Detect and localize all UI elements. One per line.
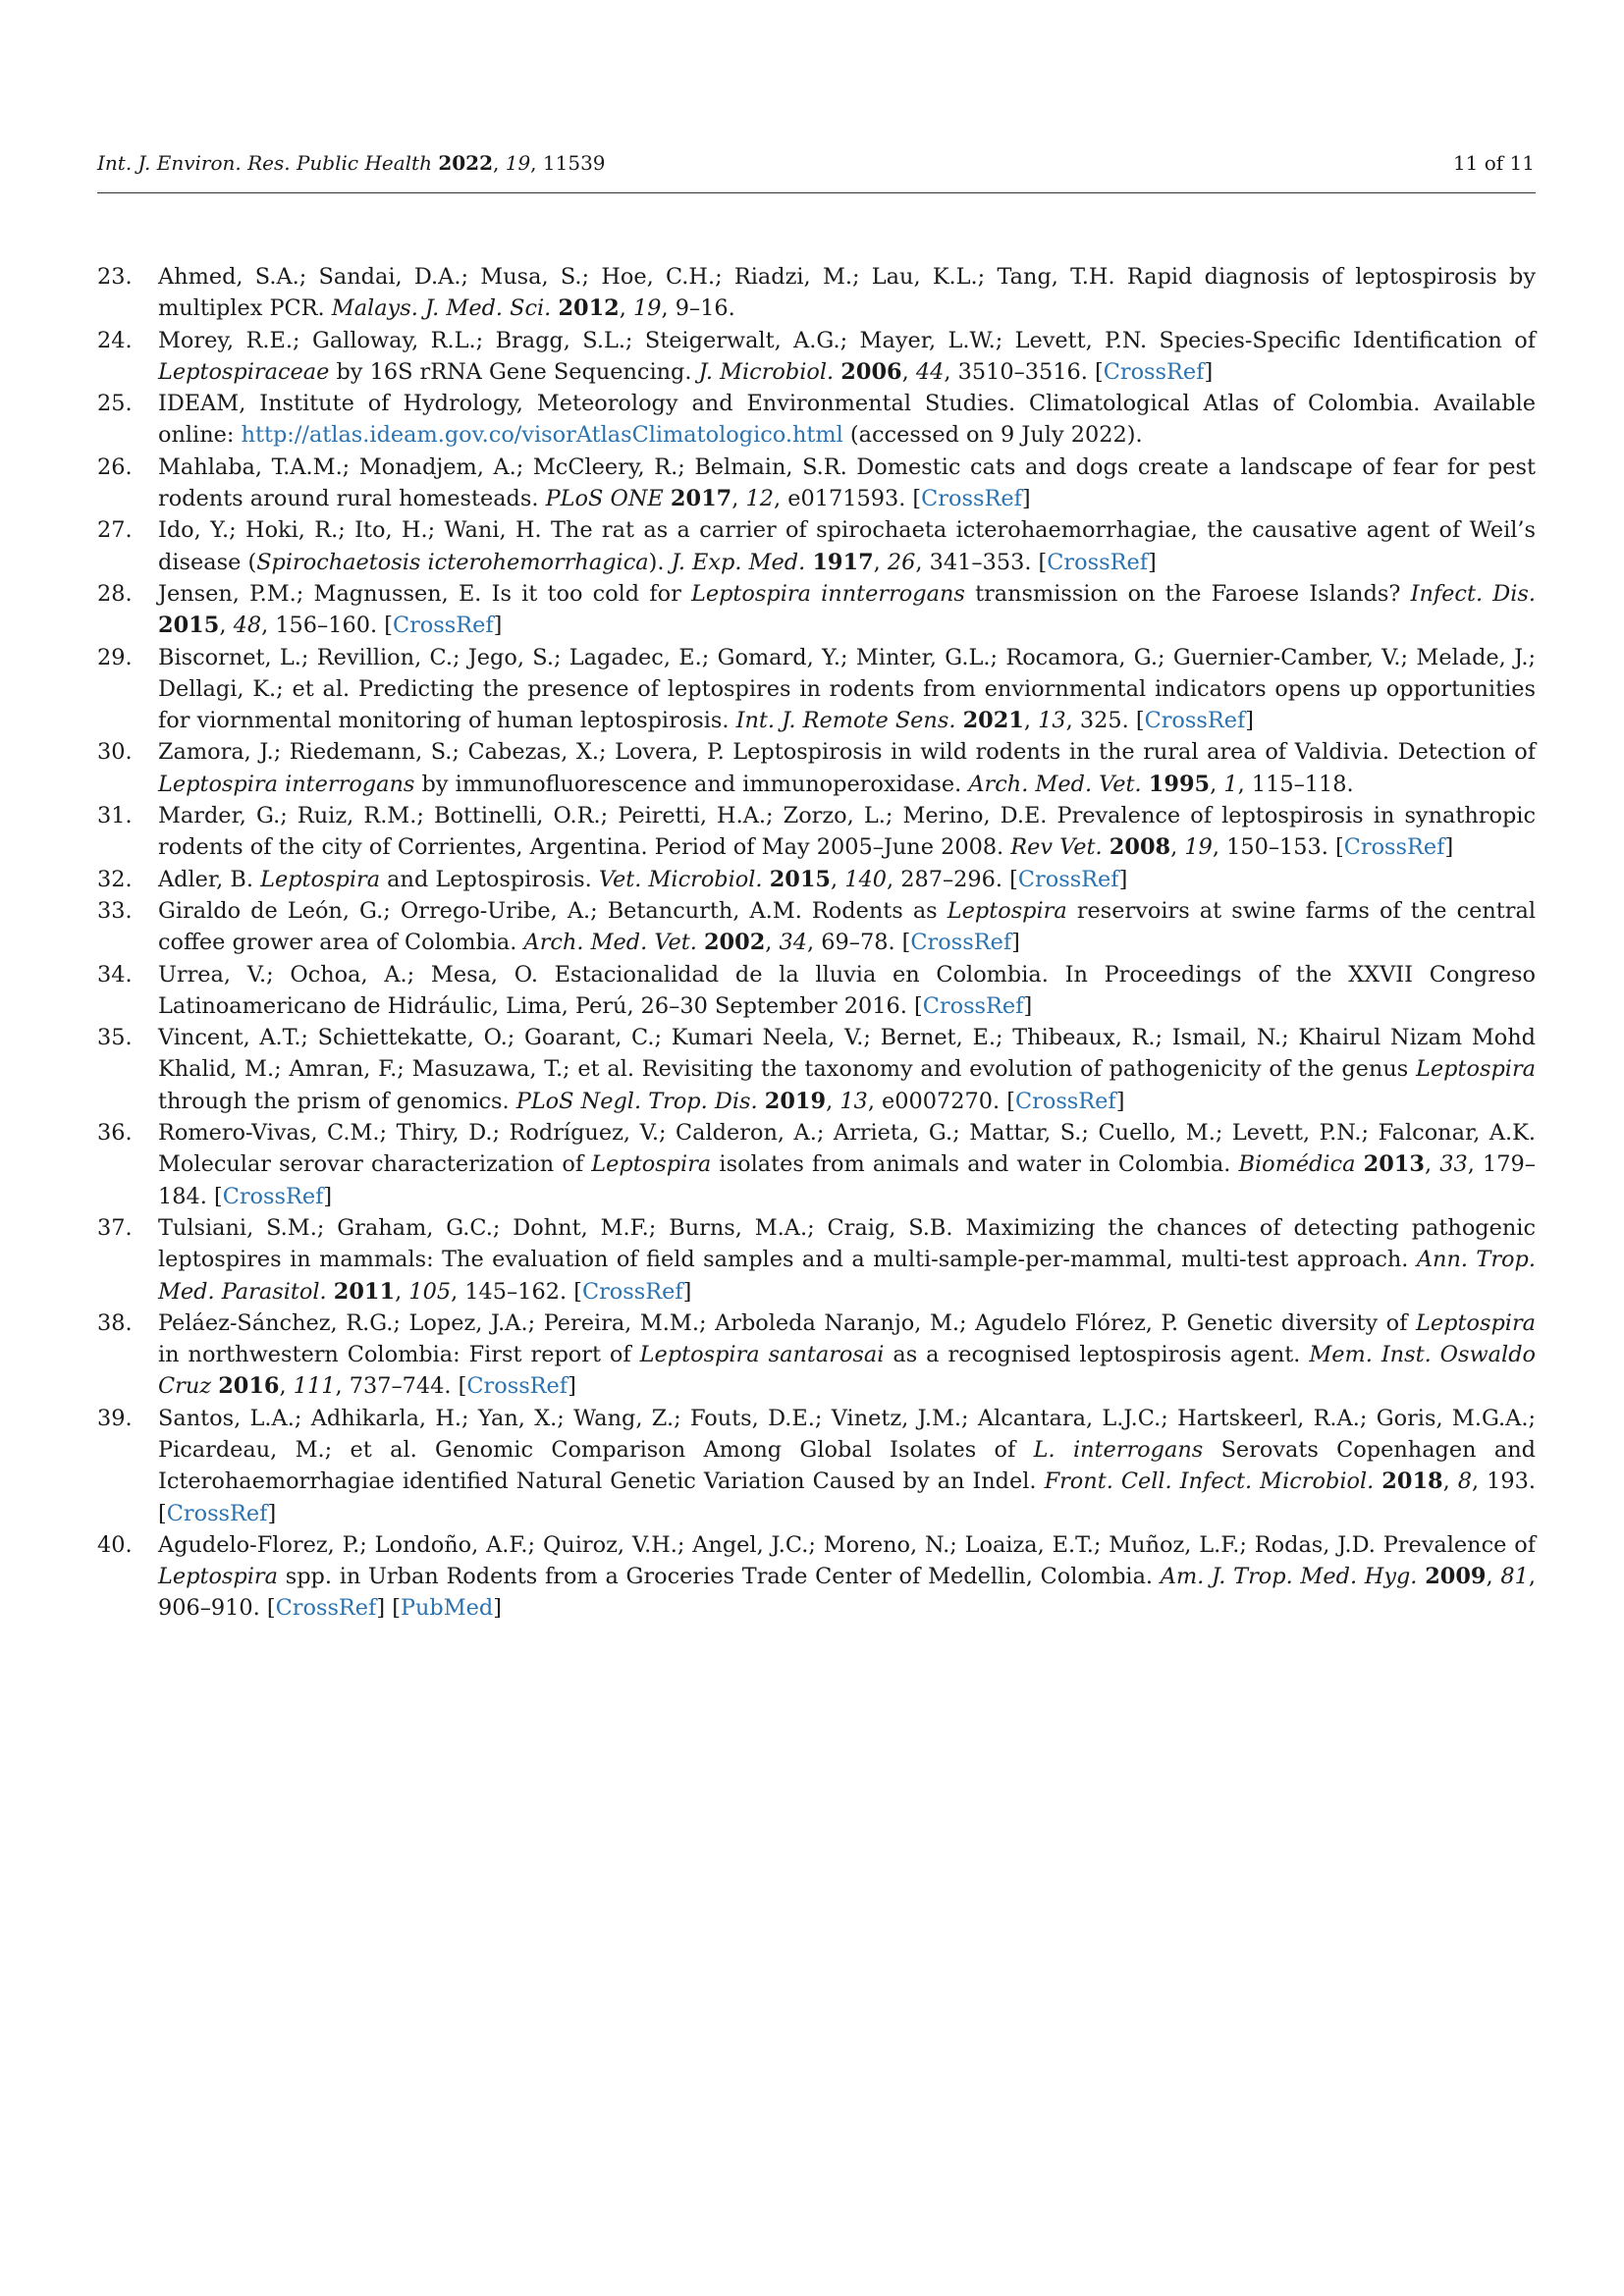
reference-number: 26. <box>97 454 133 480</box>
reference-segment: , <box>826 1088 840 1114</box>
italic-text: 12 <box>745 486 774 512</box>
crossref-link[interactable]: CrossRef <box>1144 708 1246 734</box>
reference-segment: , <box>1023 708 1039 734</box>
year-text: 2006 <box>840 358 902 385</box>
crossref-link[interactable]: CrossRef <box>275 1595 377 1622</box>
running-header <box>97 151 1535 181</box>
reference-segment: ] <box>1444 834 1454 861</box>
reference-item <box>97 959 1536 1023</box>
reference-segment: , 906–910. [ <box>158 1564 1536 1622</box>
italic-text: Int. J. Remote Sens. <box>735 708 956 734</box>
reference-text <box>158 1310 1536 1400</box>
reference-text <box>158 867 1127 892</box>
crossref-link[interactable]: CrossRef <box>922 992 1024 1019</box>
year-text: 2002 <box>703 930 766 956</box>
year-text: 2019 <box>764 1088 827 1114</box>
reference-segment: Jensen, P.M.; Magnussen, E. Is it too cold for <box>158 580 691 607</box>
reference-segment: Serovats Copenhagen and Icterohaemorrhagiae identified Natural Genetic Variation Caused by an Indel. <box>158 1436 1536 1495</box>
italic-text: 81 <box>1500 1564 1529 1590</box>
reference-segment: ] <box>1115 1088 1125 1114</box>
reference-segment: , <box>1486 1564 1501 1590</box>
reference-segment: , <box>765 930 780 956</box>
reference-segment: by 16S rRNA Gene Sequencing. <box>329 358 699 385</box>
reference-segment: Giraldo de León, G.; Orrego-Uribe, A.; Betancurth, A.M. Rodents as <box>158 897 947 924</box>
italic-text: 33 <box>1439 1151 1468 1178</box>
reference-number: 27. <box>97 517 133 544</box>
reference-segment: Biscornet, L.; Revillion, C.; Jego, S.; Lagadec, E.; Gomard, Y.; Minter, G.L.; Rocamora, G.; Guernier-Camber, V.; Melade, J.; Dellagi, K.; et al. Predicting the presence of leptospires in rodents from enviornmental indicators opens up opportunities for viornmental monitoring of human leptospirosis. <box>158 644 1536 734</box>
crossref-link[interactable]: CrossRef <box>1343 834 1445 861</box>
italic-text: J. Exp. Med. <box>671 549 806 575</box>
reference-item <box>97 864 1536 895</box>
italic-text: Rev Vet. <box>1010 834 1103 861</box>
reference-number: 40. <box>97 1531 133 1558</box>
italic-text: 48 <box>233 613 262 639</box>
italic-text: 13 <box>1038 708 1066 734</box>
italic-text: Leptospiraceae <box>158 358 330 385</box>
reference-segment: , <box>395 1278 409 1305</box>
journal-year: 2022 <box>438 151 493 175</box>
reference-segment: Peláez-Sánchez, R.G.; Lopez, J.A.; Pereira, M.M.; Arboleda Naranjo, M.; Agudelo Flórez, P. Genetic diversity of <box>158 1309 1417 1336</box>
reference-text <box>158 328 1536 385</box>
reference-segment <box>327 1279 334 1305</box>
reference-segment: Santos, L.A.; Adhikarla, H.; Yan, X.; Wang, Z.; Fouts, D.E.; Vinetz, J.M.; Alcantara, L.J.C.; Hartskeerl, R.A.; Goris, M.G.A.; Picardeau, M.; et al. Genomic Comparison Among Global Isolates of <box>158 1405 1536 1463</box>
reference-segment: ] <box>493 613 503 639</box>
reference-segment: Ido, Y.; Hoki, R.; Ito, H.; Wani, H. The rat as a carrier of spirochaeta icterohaemorrhagiae, the causative agent of Weil’s disease ( <box>158 517 1536 575</box>
reference-number: 35. <box>97 1025 133 1051</box>
italic-text: 140 <box>844 866 888 892</box>
year-text: 2015 <box>158 613 220 639</box>
reference-segment: , <box>873 549 888 575</box>
year-text: 2016 <box>218 1373 280 1400</box>
reference-item <box>97 578 1536 642</box>
crossref-link[interactable]: CrossRef <box>910 930 1012 956</box>
reference-segment: in northwestern Colombia: First report of <box>158 1342 640 1368</box>
reference-segment: , <box>619 295 634 322</box>
reference-segment: Romero-Vivas, C.M.; Thiry, D.; Rodríguez, V.; Calderon, A.; Arrieta, G.; Mattar, S.; Cuello, M.; Levett, P.N.; Falconar, A.K. Molecular serovar characterization of <box>158 1120 1536 1178</box>
year-text: 1995 <box>1148 771 1211 797</box>
reference-text <box>158 581 1536 638</box>
year-text: 2015 <box>769 866 832 892</box>
reference-segment: , 156–160. [ <box>261 613 393 639</box>
italic-text: 111 <box>293 1373 336 1400</box>
reference-segment: Mahlaba, T.A.M.; Monadjem, A.; McCleery, R.; Belmain, S.R. Domestic cats and dogs create a landscape of fear for pest rodents around rural homesteads. <box>158 454 1536 512</box>
year-text: 2008 <box>1109 834 1171 861</box>
reference-segment <box>1142 772 1149 797</box>
year-text: 2012 <box>558 295 620 322</box>
reference-segment: (accessed on 9 July 2022). <box>842 422 1143 449</box>
crossref-link[interactable]: CrossRef <box>166 1500 268 1526</box>
reference-segment: Morey, R.E.; Galloway, R.L.; Bragg, S.L.; Steigerwalt, A.G.; Mayer, L.W.; Levett, P.N. Species-Specific Identification of <box>158 327 1536 353</box>
reference-text <box>158 1215 1536 1305</box>
reference-item <box>97 1403 1536 1529</box>
italic-text: Leptospira <box>591 1151 712 1178</box>
reference-segment: , e0007270. [ <box>867 1088 1015 1114</box>
journal-volume: 19 <box>505 151 531 175</box>
reference-text <box>158 898 1536 955</box>
reference-text <box>158 517 1536 574</box>
reference-number: 24. <box>97 327 133 353</box>
italic-text: Ann. Trop. Med. Parasitol. <box>158 1247 1536 1305</box>
reference-segment <box>1103 834 1110 860</box>
crossref-link[interactable]: CrossRef <box>1017 866 1119 892</box>
italic-text: Malays. J. Med. Sci. <box>331 295 552 322</box>
reference-number: 30. <box>97 739 133 766</box>
reference-segment: , 341–353. [ <box>915 549 1048 575</box>
year-text: 2009 <box>1425 1564 1487 1590</box>
reference-item <box>97 1308 1536 1403</box>
italic-text: 105 <box>408 1278 452 1305</box>
reference-number: 39. <box>97 1405 133 1431</box>
reference-segment: ] <box>1021 486 1031 512</box>
reference-number: 34. <box>97 961 133 988</box>
reference-number: 37. <box>97 1214 133 1241</box>
italic-text: Mem. Inst. Oswaldo Cruz <box>158 1342 1537 1400</box>
reference-segment: Urrea, V.; Ochoa, A.; Mesa, O. Estacionalidad de la lluvia en Colombia. In Proceedings of the XXVII Congreso Latinoamericano de Hidráulic, Lima, Perú, 26–30 September 2016. [ <box>158 961 1536 1019</box>
reference-segment: spp. in Urban Rodents from a Groceries Trade Center of Medellin, Colombia. <box>277 1564 1161 1590</box>
pubmed-link[interactable]: PubMed <box>400 1595 494 1622</box>
crossref-link[interactable]: CrossRef <box>921 486 1022 512</box>
reference-item <box>97 325 1536 389</box>
italic-text: J. Microbiol. <box>698 358 835 385</box>
reference-text <box>158 962 1536 1019</box>
italic-text: Leptospira <box>158 1564 278 1590</box>
reference-segment: ] <box>267 1500 277 1526</box>
reference-item <box>97 642 1536 737</box>
reference-item <box>97 1117 1536 1212</box>
reference-text <box>158 803 1536 860</box>
reference-segment: , <box>219 613 234 639</box>
reference-segment: ] <box>1118 866 1128 892</box>
reference-item <box>97 261 1536 325</box>
reference-segment: , 193. [ <box>158 1468 1537 1526</box>
reference-number: 38. <box>97 1309 133 1336</box>
reference-item <box>97 1022 1536 1117</box>
reference-segment: ] <box>1023 992 1033 1019</box>
crossref-link[interactable]: CrossRef <box>392 613 494 639</box>
reference-item <box>97 1529 1536 1625</box>
reference-segment: , <box>279 1373 294 1400</box>
reference-segment: ] <box>323 1183 333 1209</box>
italic-text: PLoS Negl. Trop. Dis. <box>515 1088 758 1114</box>
page-number: 11 of 11 <box>1452 151 1535 175</box>
reference-number: 31. <box>97 803 133 829</box>
italic-text: Leptospira innterrogans <box>690 580 965 607</box>
reference-segment: , <box>1442 1468 1458 1495</box>
crossref-link[interactable]: CrossRef <box>466 1373 568 1400</box>
reference-text <box>158 391 1536 448</box>
reference-number: 36. <box>97 1120 133 1147</box>
reference-segment: Adler, B. <box>158 866 261 892</box>
italic-text: Leptospira <box>1416 1056 1536 1083</box>
reference-item <box>97 388 1536 452</box>
reference-segment: as a recognised leptospirosis agent. <box>884 1342 1310 1368</box>
reference-text <box>158 1120 1536 1209</box>
year-text: 2013 <box>1363 1151 1425 1178</box>
reference-segment: , 287–296. [ <box>887 866 1018 892</box>
reference-segment: ). <box>648 549 672 575</box>
reference-segment: , 69–78. [ <box>807 930 911 956</box>
italic-text: Leptospira santarosai <box>639 1342 885 1368</box>
reference-text <box>158 645 1536 734</box>
italic-text: 13 <box>839 1088 868 1114</box>
italic-text: 19 <box>633 295 662 322</box>
year-text: 2018 <box>1381 1468 1443 1495</box>
italic-text: 44 <box>915 358 945 385</box>
italic-text: Front. Cell. Infect. Microbiol. <box>1044 1468 1375 1495</box>
reference-segment: , <box>1170 834 1185 861</box>
reference-segment: Vincent, A.T.; Schiettekatte, O.; Goarant, C.; Kumari Neela, V.; Bernet, E.; Thibeaux, R.; Ismail, N.; Khairul Nizam Mohd Khalid, M.; Amran, F.; Masuzawa, T.; et al. Revisiting the taxonomy and evolution of pathogenicity of the genus <box>158 1025 1536 1083</box>
reference-segment: by immunofluorescence and immunoperoxidase. <box>414 771 969 797</box>
reference-segment: IDEAM, Institute of Hydrology, Meteorology and Environmental Studies. Climatological Atlas of Colombia. Available online: <box>158 391 1536 449</box>
reference-text <box>158 739 1536 796</box>
reference-number: 29. <box>97 644 133 670</box>
reference-text <box>158 454 1536 511</box>
reference-segment: Agudelo-Florez, P.; Londoño, A.F.; Quiroz, V.H.; Angel, J.C.; Moreno, N.; Loaiza, E.T.; Muñoz, L.F.; Rodas, J.D. Prevalence of <box>158 1531 1536 1558</box>
reference-number: 33. <box>97 897 133 924</box>
reference-segment: , 3510–3516. [ <box>944 358 1104 385</box>
reference-segment <box>697 930 704 955</box>
reference-text <box>158 264 1536 321</box>
italic-text: PLoS ONE <box>545 486 664 512</box>
reference-segment: ] <box>568 1373 576 1400</box>
reference-item <box>97 1212 1536 1308</box>
reference-segment: ] <box>493 1595 503 1622</box>
reference-number: 28. <box>97 580 133 607</box>
reference-segment: through the prism of genomics. <box>158 1088 516 1114</box>
reference-segment: ] [ <box>376 1595 401 1622</box>
italic-text: 34 <box>779 930 808 956</box>
reference-segment: reservoirs at swine farms of the central coffee grower area of Colombia. <box>158 897 1536 956</box>
reference-segment: , e0171593. [ <box>773 486 922 512</box>
year-text: 2011 <box>333 1278 396 1305</box>
reference-segment: , <box>731 486 746 512</box>
italic-text: Am. J. Trop. Med. Hyg. <box>1160 1564 1418 1590</box>
reference-segment <box>1355 1151 1363 1177</box>
reference-segment: , <box>831 866 845 892</box>
reference-segment <box>758 1089 765 1114</box>
reference-segment <box>664 486 671 511</box>
italic-text: 26 <box>887 549 916 575</box>
reference-segment: , 179–184. [ <box>158 1151 1536 1209</box>
italic-text: L. interrogans <box>1033 1436 1204 1463</box>
article-number: 11539 <box>542 151 606 175</box>
italic-text: Spirochaetosis icterohemorrhagica <box>256 549 649 575</box>
reference-segment: and Leptospirosis. <box>380 866 599 892</box>
reference-segment: Marder, G.; Ruiz, R.M.; Bottinelli, O.R.; Peiretti, H.A.; Zorzo, L.; Merino, D.E. Prevalence of leptospirosis in synathropic rodents of the city of Corrientes, Argentina. Period of May 2005–June 2008. <box>158 803 1536 861</box>
year-text: 2017 <box>670 486 732 512</box>
reference-segment: ] <box>1245 708 1255 734</box>
reference-segment: Zamora, J.; Riedemann, S.; Cabezas, X.; Lovera, P. Leptospirosis in wild rodents in the rural area of Valdivia. Detection of <box>158 739 1536 766</box>
crossref-link[interactable]: CrossRef <box>1103 358 1205 385</box>
crossref-link[interactable]: CrossRef <box>581 1278 683 1305</box>
reference-text <box>158 1406 1536 1526</box>
reference-number: 23. <box>97 264 133 290</box>
reference-segment: , 150–153. [ <box>1212 834 1344 861</box>
reference-segment: isolates from animals and water in Colombia. <box>711 1151 1239 1178</box>
reference-segment: transmission on the Faroese Islands? <box>964 580 1411 607</box>
italic-text: Arch. Med. Vet. <box>523 930 697 956</box>
reference-segment: ] <box>1148 549 1157 575</box>
reference-segment: ] <box>682 1278 692 1305</box>
journal-name: Int. J. Environ. Res. Public Health <box>97 151 432 175</box>
reference-segment: , 325. [ <box>1065 708 1145 734</box>
reference-text <box>158 1532 1536 1622</box>
italic-text: Leptospira <box>260 866 381 892</box>
reference-segment <box>955 708 962 733</box>
reference-item <box>97 895 1536 959</box>
url-link[interactable]: http://atlas.ideam.gov.co/visorAtlasClimatologico.html <box>241 422 843 449</box>
reference-number: 32. <box>97 866 133 892</box>
reference-segment <box>763 867 770 892</box>
reference-segment: , <box>1424 1151 1440 1178</box>
reference-segment: ] <box>1204 358 1214 385</box>
crossref-link[interactable]: CrossRef <box>1015 1088 1116 1114</box>
reference-item <box>97 736 1536 800</box>
reference-list <box>97 261 1536 1625</box>
reference-segment: , 9–16. <box>661 295 735 322</box>
reference-segment: , <box>901 358 916 385</box>
reference-text <box>158 1025 1536 1114</box>
year-text: 1917 <box>812 549 874 575</box>
reference-segment: , <box>1210 771 1224 797</box>
italic-text: Vet. Microbiol. <box>598 866 763 892</box>
italic-text: 19 <box>1184 834 1213 861</box>
reference-segment: Ahmed, S.A.; Sandai, D.A.; Musa, S.; Hoe, C.H.; Riadzi, M.; Lau, K.L.; Tang, T.H. Rapid diagnosis of leptospirosis by multiplex PCR. <box>158 264 1536 322</box>
reference-segment: Tulsiani, S.M.; Graham, G.C.; Dohnt, M.F.; Burns, M.A.; Craig, S.B. Maximizing the chances of detecting pathogenic leptospires in mammals: The evaluation of field samples and a multi-sample-per-mammal, multi-test approach. <box>158 1214 1536 1273</box>
italic-text: 8 <box>1457 1468 1473 1495</box>
reference-segment: , 737–744. [ <box>335 1373 467 1400</box>
reference-segment: , 115–118. <box>1237 771 1354 797</box>
italic-text: Arch. Med. Vet. <box>968 771 1142 797</box>
italic-text: Leptospira interrogans <box>158 771 415 797</box>
italic-text: Biomédica <box>1238 1151 1356 1178</box>
italic-text: Leptospira <box>1416 1309 1536 1336</box>
reference-number: 25. <box>97 391 133 417</box>
journal-citation: Int. J. Environ. Res. Public Health 2022, 19, 11539 <box>97 151 606 175</box>
crossref-link[interactable]: CrossRef <box>222 1183 324 1209</box>
reference-item <box>97 452 1536 515</box>
italic-text: 1 <box>1223 771 1238 797</box>
year-text: 2021 <box>962 708 1024 734</box>
reference-segment: ] <box>1011 930 1020 956</box>
italic-text: Leptospira <box>947 897 1067 924</box>
reference-segment: , 145–162. [ <box>451 1278 582 1305</box>
crossref-link[interactable]: CrossRef <box>1047 549 1148 575</box>
italic-text: Infect. Dis. <box>1410 580 1536 607</box>
reference-item <box>97 514 1536 578</box>
reference-item <box>97 800 1536 864</box>
header-rule <box>97 192 1536 193</box>
